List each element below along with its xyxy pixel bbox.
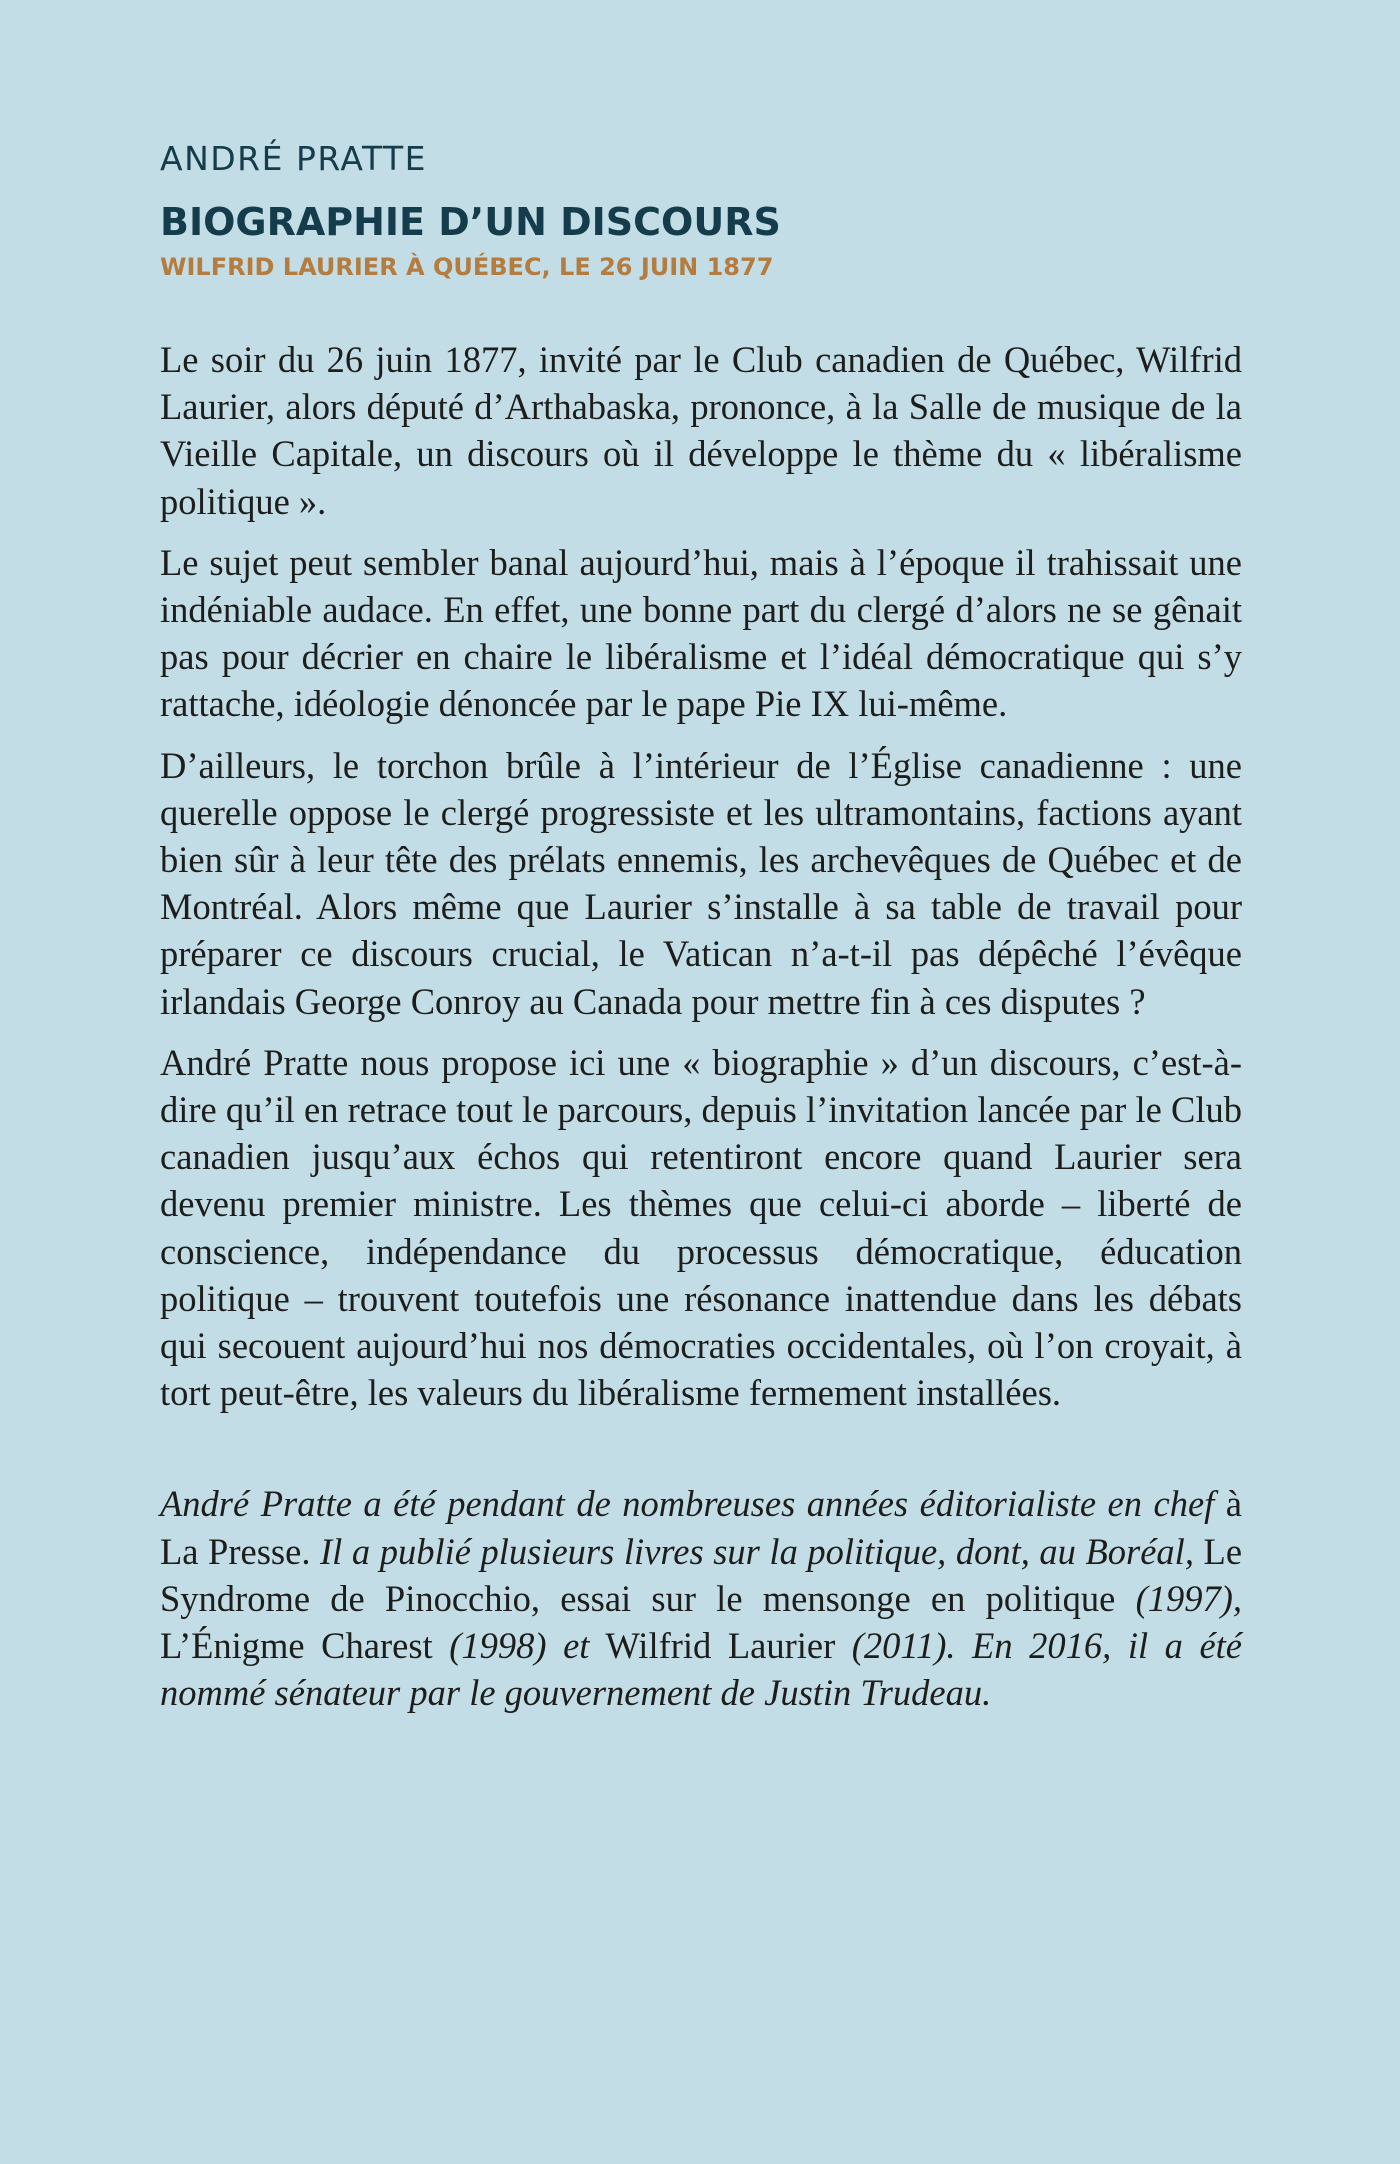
bio-book-title: L’Énigme Charest (160, 1625, 433, 1667)
author-name: ANDRÉ PRATTE (160, 139, 428, 178)
bio-text: (1997), (1135, 1577, 1243, 1619)
bio-text: (2011). En 2016, il a été nommé sénateur par le gouvernement de Justin Trudeau. (160, 1625, 1242, 1714)
back-cover (160, 134, 1242, 1716)
book-title: BIOGRAPHIE D’UN DISCOURS (160, 200, 781, 244)
bio-book-title: Le Syndrome de Pinocchio, essai sur le mensonge en politique (160, 1530, 1243, 1619)
bio-book-title: La Presse. (160, 1530, 311, 1572)
bio-text: à (1225, 1483, 1242, 1525)
blurb-paragraph: André Pratte nous propose ici une « biographie » d’un discours, c’est-à-dire qu’il en retrace tout le parcours, depuis l’invitation lancée par le Club canadien jusqu’aux échos qui retentiront encore quand Laurier sera devenu premier ministre. Les thèmes que celui-ci aborde – liberté de conscience, indépendance du processus démocratique, éducation politique – trouvent toutefois une résonance inattendue dans les débats qui secouent aujourd’hui nos démocraties occidentales, où l’on croyait, à tort peut-être, les valeurs du libéralisme fermement installées. (160, 1041, 1242, 1414)
book-subtitle: WILFRID LAURIER À QUÉBEC, LE 26 JUIN 1877 (160, 253, 774, 281)
bio-text: Il a publié plusieurs livres sur la politique, dont, au Boréal, (320, 1530, 1194, 1572)
bio-text: André Pratte a été pendant de nombreuses années éditorialiste en chef (160, 1483, 1215, 1525)
bio-book-title: Wilfrid Laurier (605, 1625, 836, 1667)
blurb (160, 336, 1242, 1416)
blurb-paragraph: Le soir du 26 juin 1877, invité par le Club canadien de Québec, Wilfrid Laurier, alors député d’Arthabaska, prononce, à la Salle de musique de la Vieille Capitale, un discours où il développe le thème du « libéralisme politique ». (160, 339, 1242, 522)
bio-text: (1998) et (449, 1625, 590, 1667)
blurb-paragraph: Le sujet peut sembler banal aujourd’hui, mais à l’époque il trahissait une indéniable audace. En effet, une bonne part du clergé d’alors ne se gênait pas pour décrier en chaire le libéralisme et l’idéal démocratique qui s’y rattache, idéologie dénoncée par le pape Pie IX lui-même. (160, 541, 1242, 725)
blurb-paragraph: D’ailleurs, le torchon brûle à l’intérieur de l’Église canadienne : une querelle oppose le clergé progressiste et les ultramontains, factions ayant bien sûr à leur tête des prélats ennemis, les archevêques de Québec et de Montréal. Alors même que Laurier s’installe à sa table de travail pour préparer ce discours crucial, le Vatican n’a-t-il pas dépêché l’évêque irlandais George Conroy au Canada pour mettre fin à ces disputes ? (160, 744, 1242, 1022)
author-bio (160, 1480, 1242, 1716)
